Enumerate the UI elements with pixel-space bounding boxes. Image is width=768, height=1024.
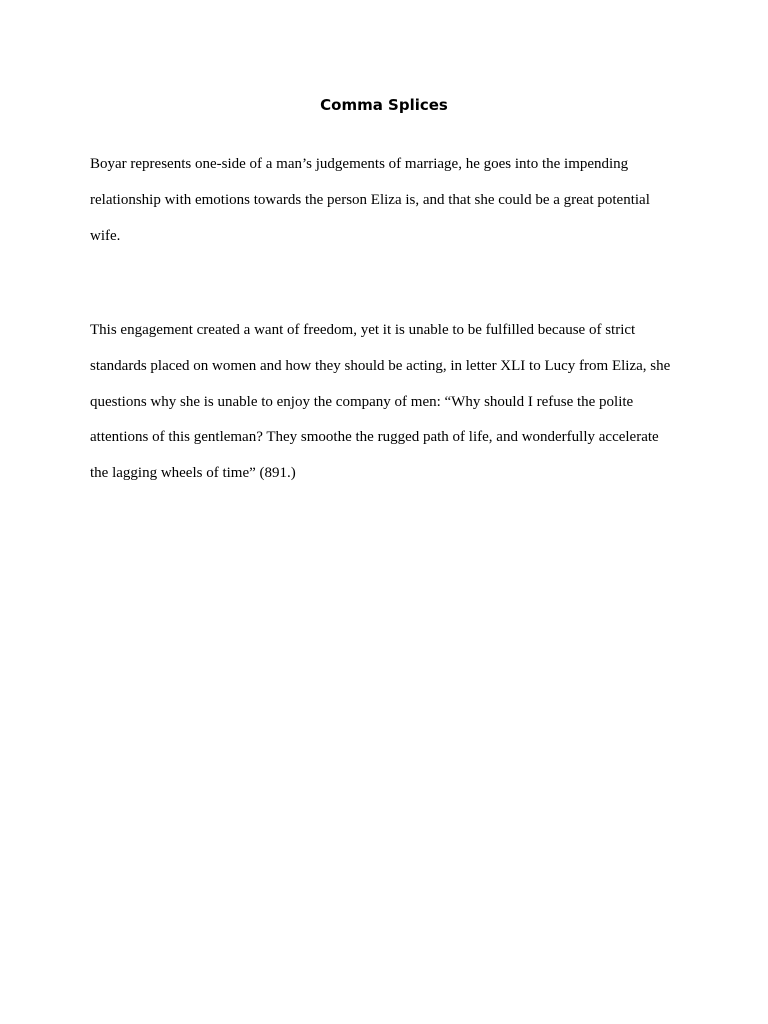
text-line: This engagement created a want of freedom, yet it is unable to be fulfilled because of strict bbox=[90, 322, 636, 338]
text-line: Boyar represents one-side of a man’s judgements of marriage, he goes into the impending bbox=[90, 156, 629, 172]
text-line: the lagging wheels of time” (891.) bbox=[90, 465, 296, 482]
text-line: relationship with emotions towards the person Eliza is, and that she could be a great potential bbox=[90, 191, 650, 208]
text-line: questions why she is unable to enjoy the company of men: “Why should I refuse the polite bbox=[90, 393, 634, 410]
text-line: wife. bbox=[90, 227, 121, 244]
document-title: Comma Splices bbox=[320, 96, 448, 114]
paragraph-2 bbox=[90, 313, 680, 492]
paragraph-1 bbox=[90, 147, 680, 254]
text-line: attentions of this gentleman? They smoothe the rugged path of life, and wonderfully accelerate bbox=[90, 429, 659, 446]
text-line: standards placed on women and how they should be acting, in letter XLI to Lucy from Eliza, she bbox=[90, 357, 671, 374]
